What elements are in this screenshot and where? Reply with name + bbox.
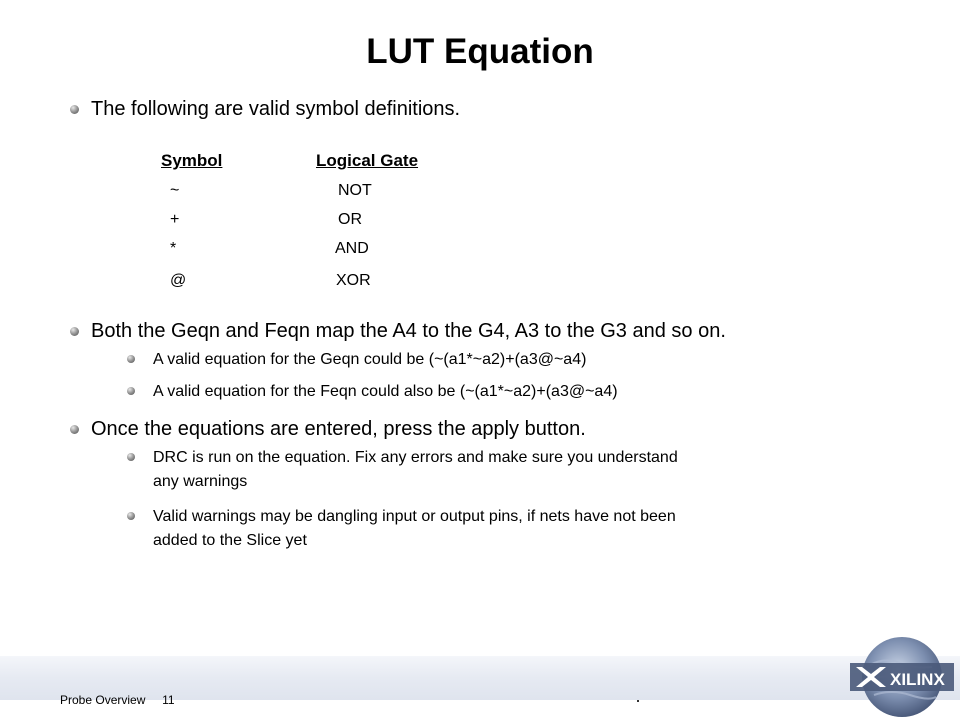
page-title: LUT Equation [366,32,594,71]
gate-cell: OR [338,211,362,228]
logo-text: XILINX [890,670,945,689]
symbol-cell: ~ [170,182,180,199]
sub-bullet-icon [127,512,135,520]
logical-gate-header: Logical Gate [316,151,419,170]
symbol-header: Symbol [161,151,223,170]
sub-bullet-icon [127,453,135,461]
sub-bullet-drc [127,446,678,494]
sub-bullet-geqn-text: A valid equation for the Geqn could be (~(a1*~a2)+(a3@~a4) [153,351,587,368]
sub-bullet-feqn [127,380,618,404]
bullet-icon [70,425,79,434]
bullet-geqn-feqn [70,318,726,344]
sub-bullet-geqn [127,348,586,372]
bullet-intro-text: The following are valid symbol definitions. [91,98,461,120]
symbol-table [0,0,960,300]
symbol-cell: * [170,240,177,257]
bullet-apply [70,416,586,442]
footer-label [60,693,175,707]
sub-bullet-feqn-text: A valid equation for the Feqn could also be (~(a1*~a2)+(a3@~a4) [153,383,618,400]
xilinx-logo [840,637,960,717]
gate-cell: AND [335,240,369,257]
sub-bullet-drc-line1: DRC is run on the equation. Fix any errors and make sure you understand [153,449,678,466]
bullet-icon [70,327,79,336]
gate-cell: NOT [338,182,372,199]
sub-bullet-warnings-line1: Valid warnings may be dangling input or output pins, if nets have not been [153,508,676,525]
gate-cell: XOR [336,272,371,289]
footer-dot [637,700,639,702]
symbol-cell: @ [170,272,187,289]
footer-page-number: 11 [162,693,175,707]
sub-bullet-icon [127,355,135,363]
bullet-geqn-feqn-text: Both the Geqn and Feqn map the A4 to the G4, A3 to the G3 and so on. [91,320,726,342]
bullet-apply-text: Once the equations are entered, press the apply button. [91,418,586,440]
footer-title: Probe Overview [60,693,146,707]
sub-bullet-warnings-line2: added to the Slice yet [153,532,307,549]
sub-bullet-drc-line2: any warnings [153,473,248,490]
sub-bullet-warnings [127,505,676,553]
sub-bullet-icon [127,387,135,395]
symbol-cell: + [170,211,180,228]
